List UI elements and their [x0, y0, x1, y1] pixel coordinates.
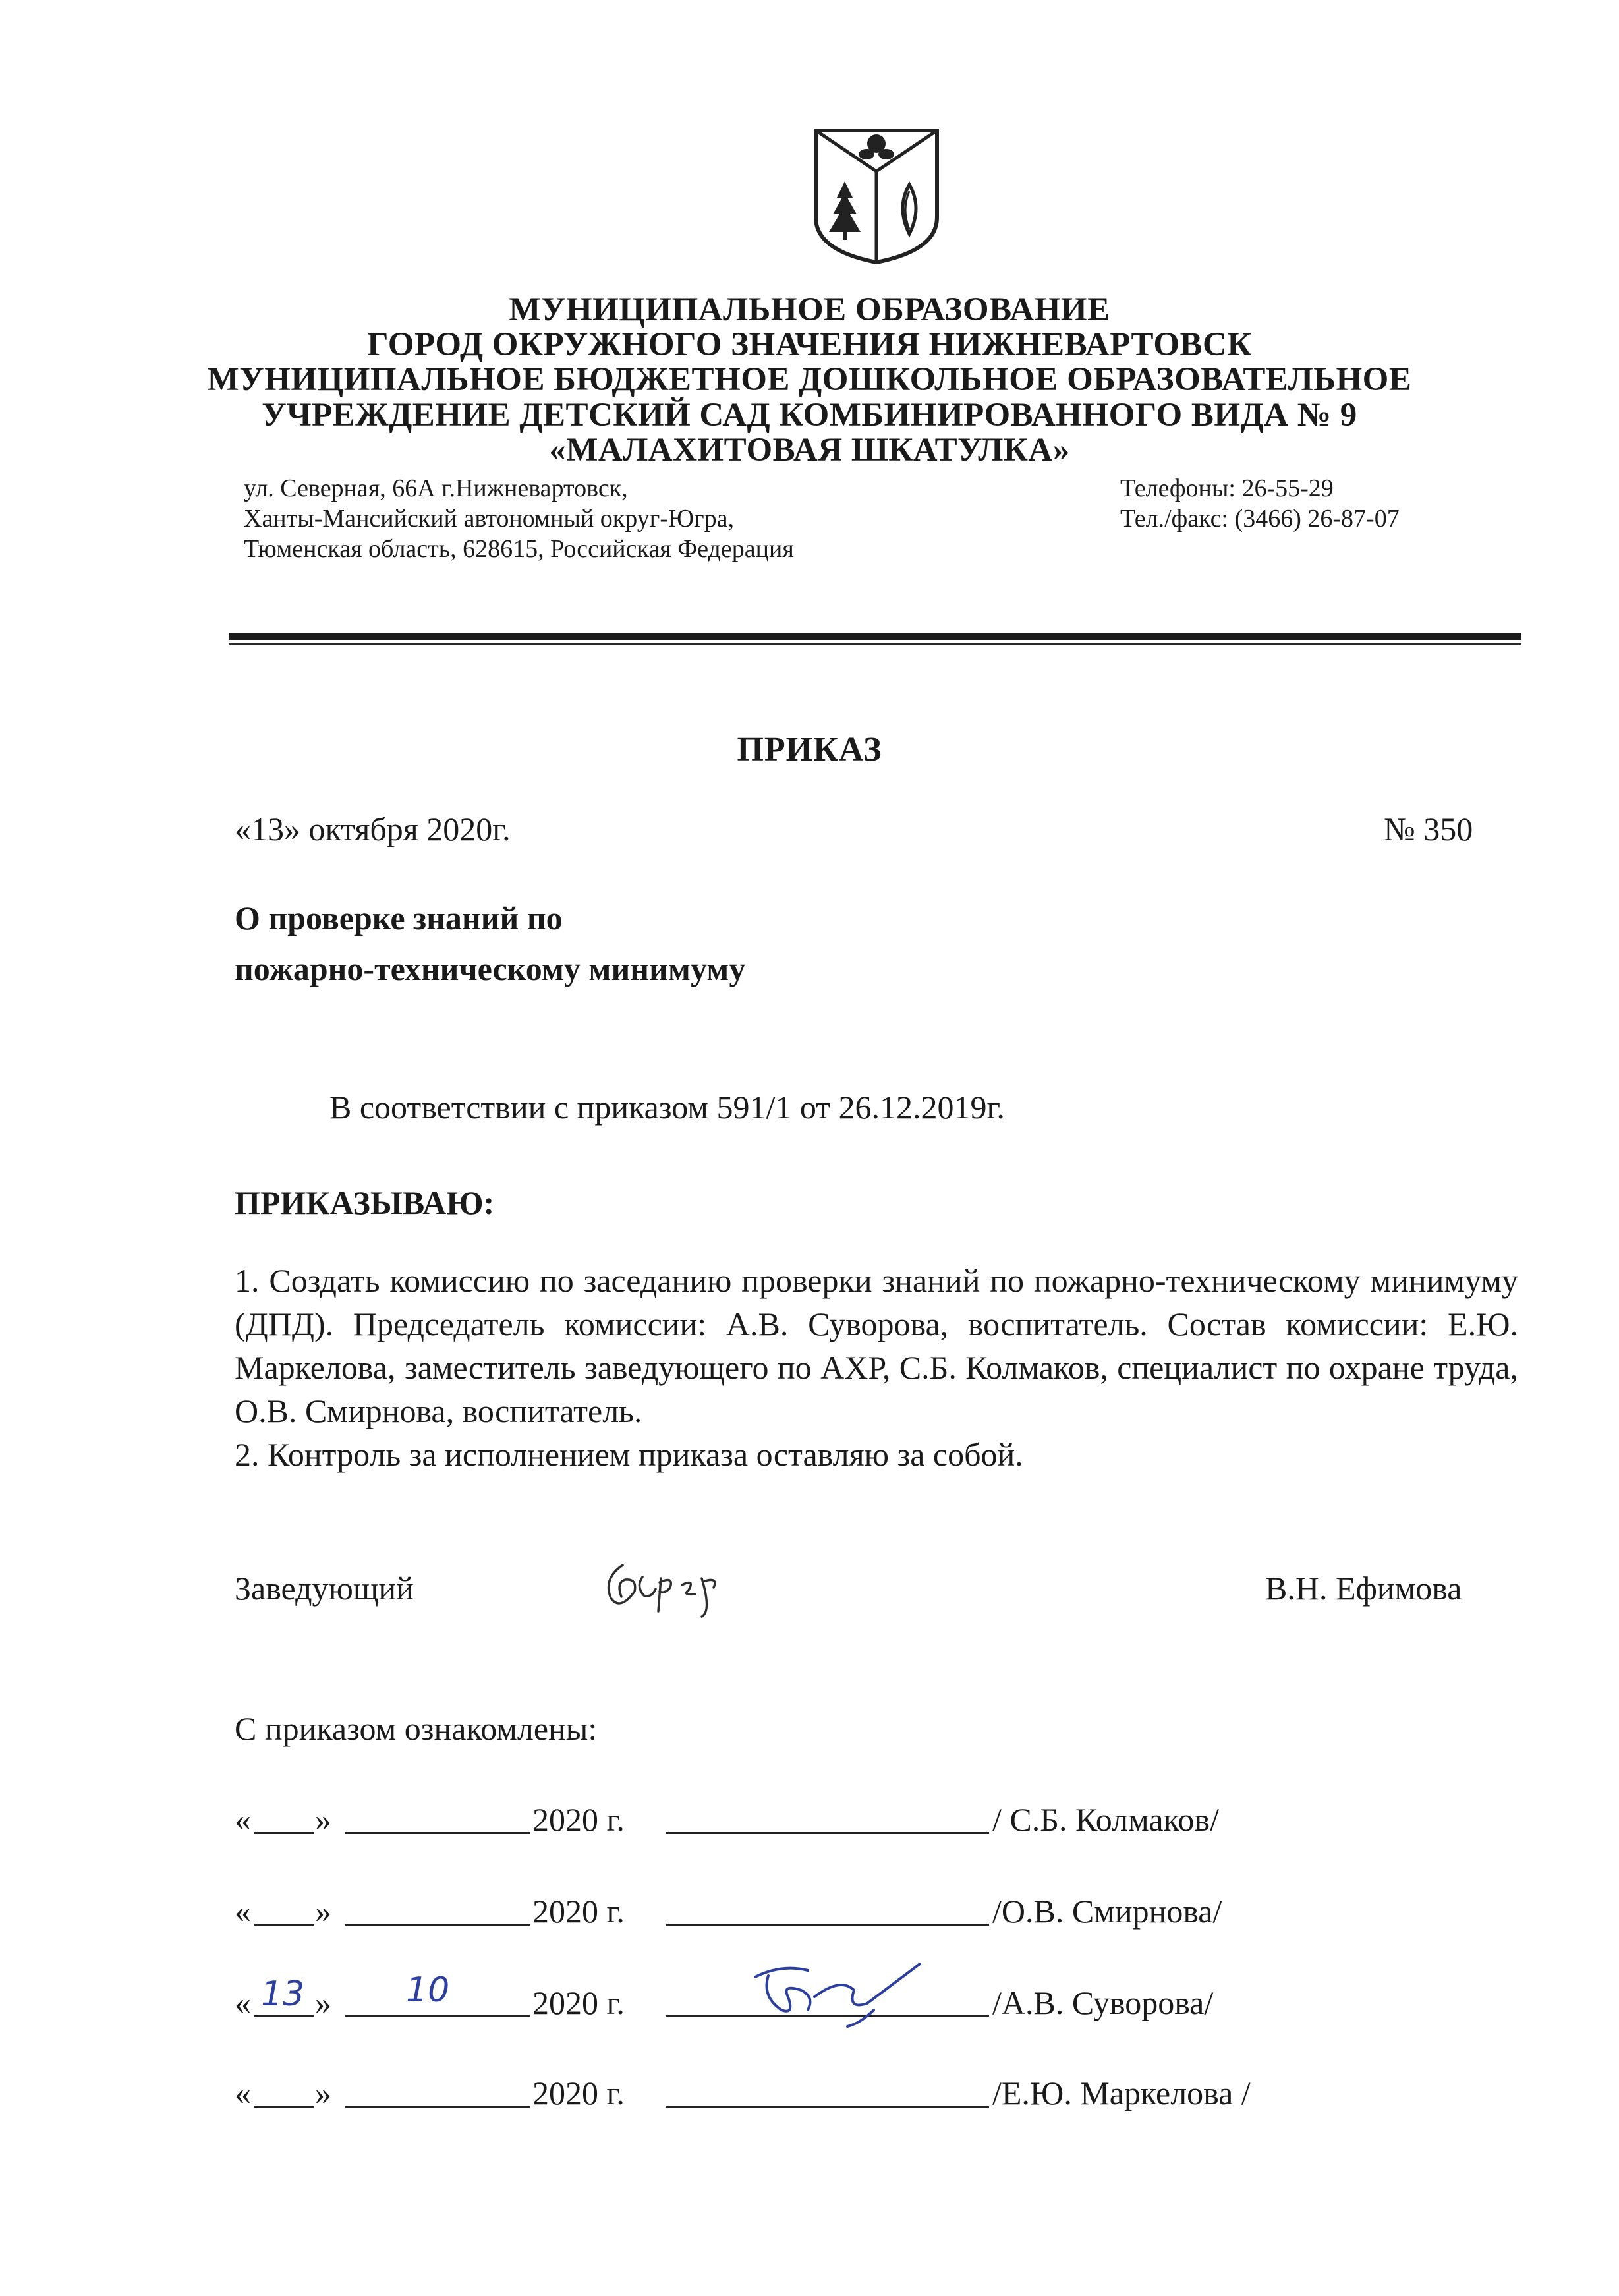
org-name-line-1: МУНИЦИПАЛЬНОЕ ОБРАЗОВАНИЕ	[509, 291, 1110, 328]
acknowledgement-row	[235, 1892, 1526, 1938]
order-date: «13» октября 2020г.	[235, 811, 511, 847]
year-label: 2020 г.	[532, 2075, 625, 2111]
acknowledger-name: /А.В. Суворова/	[992, 1984, 1214, 2021]
org-name-line-5: «МАЛАХИТОВАЯ ШКАТУЛКА»	[549, 432, 1070, 469]
phone-number: Телефоны: 26-55-29	[1120, 474, 1334, 502]
day-blank	[254, 1924, 314, 1926]
open-quote: «	[235, 2075, 251, 2111]
acknowledger-name: / С.Б. Колмаков/	[992, 1801, 1219, 1838]
subject-line-2: пожарно-техническому минимуму	[235, 950, 746, 987]
address-line-2: Ханты-Мансийский автономный округ-Югра,	[244, 505, 735, 532]
signature-blank	[666, 1924, 989, 1926]
open-quote: «	[235, 1893, 251, 1930]
fax-number: Тел./факс: (3466) 26-87-07	[1120, 505, 1400, 532]
handwritten-signature	[742, 1957, 940, 2030]
order-number: № 350	[1384, 811, 1473, 847]
open-quote: «	[235, 1801, 251, 1838]
org-name-line-4: УЧРЕЖДЕНИЕ ДЕТСКИЙ САД КОМБИНИРОВАННОГО ВИДА № 9	[262, 397, 1357, 434]
address-line-3: Тюменская область, 628615, Российская Федерация	[244, 535, 794, 563]
day-blank	[254, 2015, 314, 2017]
order-basis: В соответствии с приказом 591/1 от 26.12.2019г.	[329, 1089, 1005, 1126]
org-name-line-2: ГОРОД ОКРУЖНОГО ЗНАЧЕНИЯ НИЖНЕВАРТОВСК	[367, 326, 1252, 363]
signatory-name: В.Н. Ефимова	[1265, 1570, 1462, 1607]
handwritten-day: 13	[261, 1974, 305, 2014]
day-blank	[254, 2106, 314, 2108]
directive-heading: ПРИКАЗЫВАЮ:	[235, 1184, 495, 1221]
org-name-line-3: МУНИЦИПАЛЬНОЕ БЮДЖЕТНОЕ ДОШКОЛЬНОЕ ОБРАЗОВАТЕЛЬНОЕ	[207, 361, 1412, 398]
header-divider-thin	[229, 643, 1521, 645]
document-title: ПРИКАЗ	[737, 731, 882, 768]
handwritten-month: 10	[406, 1970, 450, 2010]
signatory-position: Заведующий	[235, 1570, 414, 1607]
subject-line-1: О проверке знаний по	[235, 900, 563, 936]
open-quote: «	[235, 1984, 251, 2021]
acknowledgement-row	[235, 2074, 1526, 2120]
year-label: 2020 г.	[532, 1893, 625, 1930]
acknowledger-name: /Е.Ю. Маркелова /	[992, 2075, 1251, 2111]
signature-blank	[666, 2106, 989, 2108]
address-line-1: ул. Северная, 66А г.Нижневартовск,	[244, 474, 628, 502]
order-item-2: 2. Контроль за исполнением приказа оставляю за собой.	[235, 1436, 1023, 1473]
header-divider-thick	[229, 633, 1521, 640]
year-label: 2020 г.	[532, 1984, 625, 2021]
acknowledger-name: /О.В. Смирнова/	[992, 1893, 1222, 1930]
day-blank	[254, 1832, 314, 1834]
close-quote: »	[315, 1801, 331, 1838]
signature-blank	[666, 1832, 989, 1834]
acknowledgement-heading: С приказом ознакомлены:	[235, 1710, 598, 1747]
order-items	[235, 1259, 1518, 1476]
close-quote: »	[315, 2075, 331, 2111]
order-item-1: 1. Создать комиссию по заседанию проверки знаний по пожарно-техническому минимуму (ДПД). Председатель комиссии: А.В. Суворова, воспитатель. Состав комиссии: Е.Ю. Маркелова, заместитель заведующего по АХР, С.Б. Колмаков, специалист по охране труда, О.В. Смирнова, воспитатель.	[235, 1262, 1518, 1429]
close-quote: »	[315, 1893, 331, 1930]
month-blank	[345, 2106, 530, 2108]
month-blank	[345, 1832, 530, 1834]
director-signature	[596, 1539, 754, 1618]
acknowledgement-row	[235, 1800, 1526, 1847]
month-blank	[345, 2015, 530, 2017]
coat-of-arms-emblem	[810, 125, 942, 267]
acknowledgement-row	[235, 1970, 1526, 2030]
year-label: 2020 г.	[532, 1801, 625, 1838]
month-blank	[345, 1924, 530, 1926]
close-quote: »	[315, 1984, 331, 2021]
